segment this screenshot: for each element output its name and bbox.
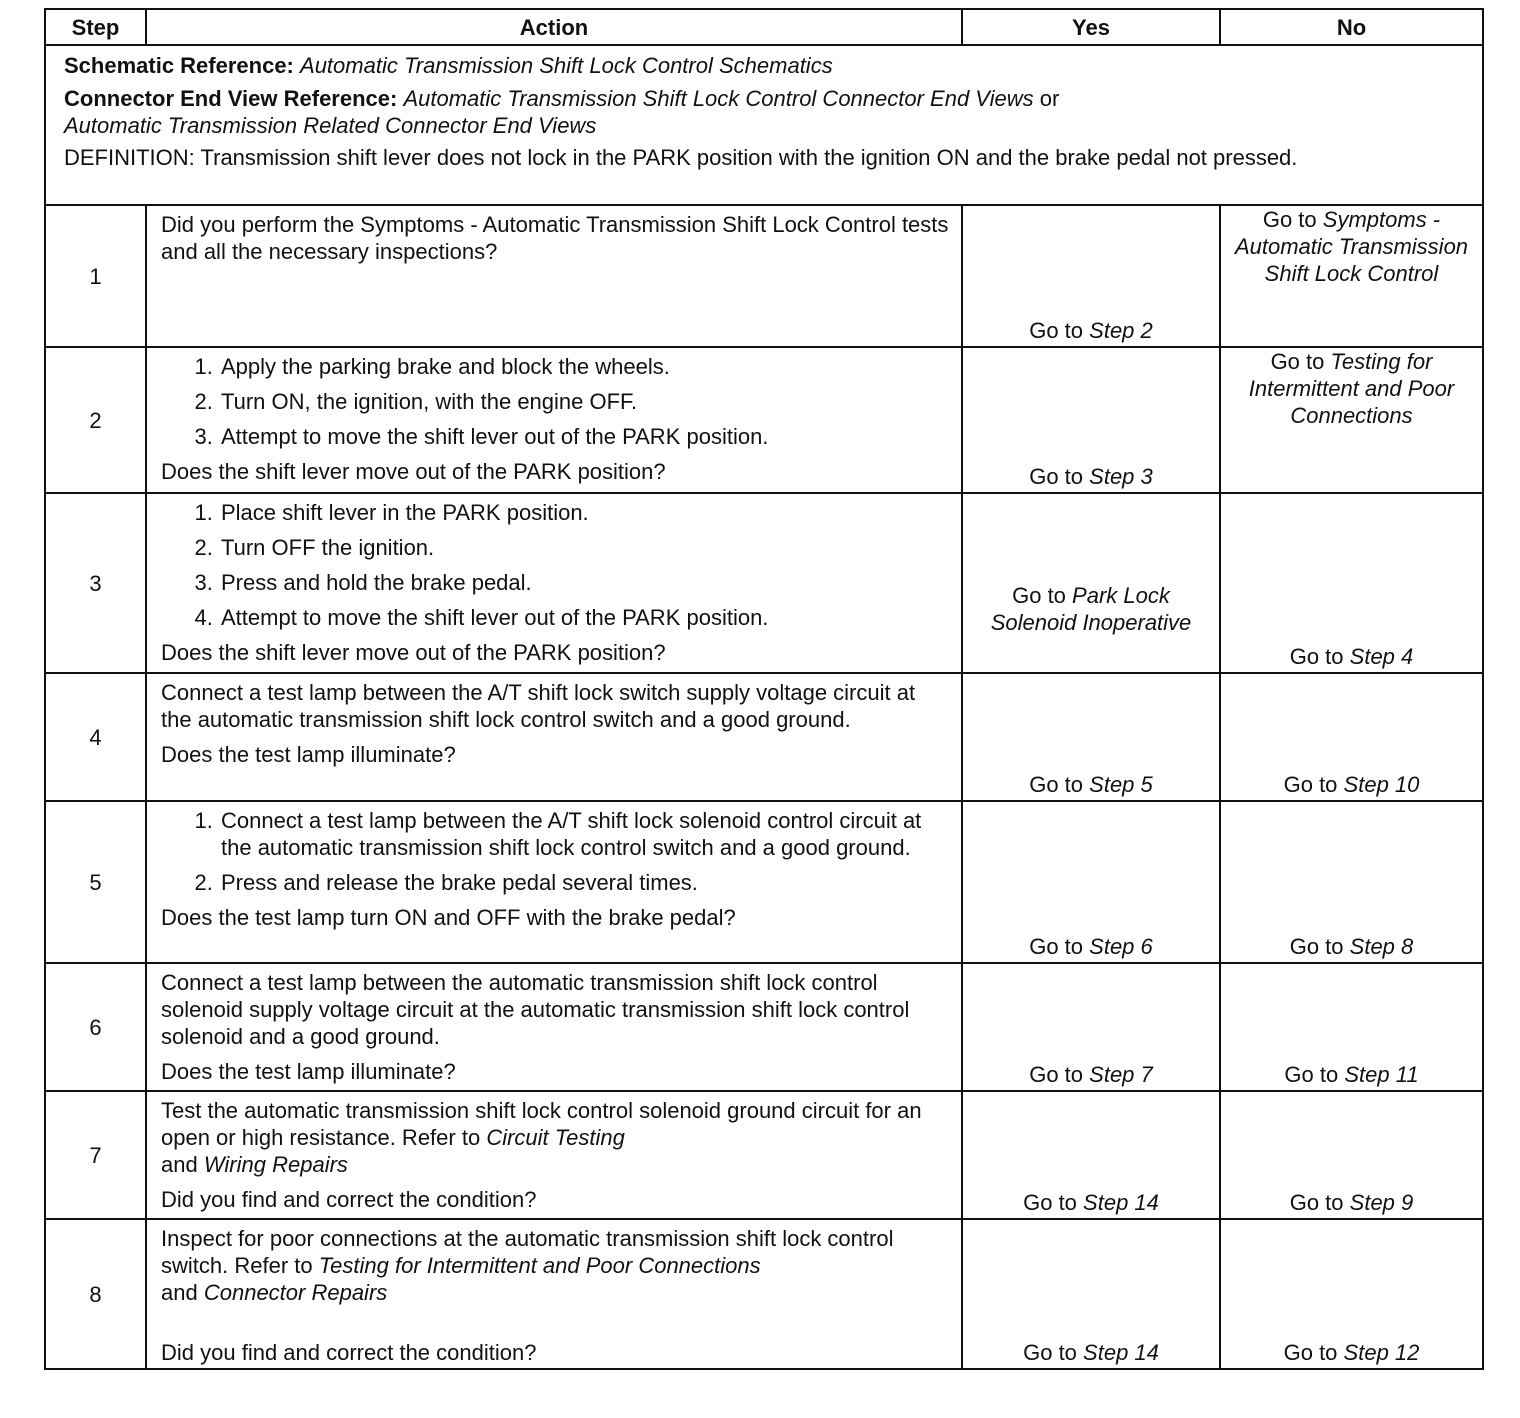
header-yes: Yes: [962, 9, 1220, 45]
action-cell: [146, 493, 962, 673]
list-item: 2. Turn ON, the ignition, with the engine OFF.: [219, 388, 949, 415]
action-text: [161, 1097, 949, 1178]
action-cell: [146, 1219, 962, 1369]
yes-cell: [962, 1091, 1220, 1219]
no-cell: [1220, 493, 1483, 673]
no-target: Step 4: [1349, 644, 1414, 669]
action-question: Does the test lamp turn ON and OFF with the brake pedal?: [161, 905, 736, 930]
go-to-label: Go to: [1023, 1340, 1077, 1365]
reference-link[interactable]: Connector Repairs: [203, 1280, 388, 1305]
action-question: Does the shift lever move out of the PARK position?: [161, 459, 666, 484]
diagnostic-document: [44, 8, 1482, 1370]
table-row: [45, 205, 1483, 347]
header-step: Step: [45, 9, 146, 45]
action-question: Does the test lamp illuminate?: [161, 1059, 456, 1084]
action-cell: [146, 963, 962, 1091]
schematic-label: Schematic Reference:: [64, 53, 294, 78]
step-number: 6: [45, 963, 146, 1091]
action-cell: [146, 1091, 962, 1219]
step-number: 7: [45, 1091, 146, 1219]
no-target: Step 11: [1344, 1062, 1419, 1087]
no-cell: [1220, 1219, 1483, 1369]
reference-link[interactable]: Circuit Testing: [486, 1125, 625, 1150]
action-text-part: Inspect for poor connections at the automatic transmission shift lock control switch. Refer to: [161, 1226, 894, 1278]
go-to-label: Go to: [1283, 1340, 1338, 1365]
no-cell: [1220, 673, 1483, 801]
header-action: Action: [146, 9, 962, 45]
go-to-label: Go to: [1262, 207, 1317, 232]
action-text: Did you perform the Symptoms - Automatic Transmission Shift Lock Control tests and all the necessary inspections?: [161, 212, 949, 264]
go-to-label: Go to: [1029, 772, 1084, 797]
action-text: [161, 1225, 949, 1306]
connector-reference-1: Automatic Transmission Shift Lock Control Connector End Views: [403, 86, 1034, 111]
definition: DEFINITION: Transmission shift lever does not lock in the PARK position with the ignition ON and the brake pedal not pressed.: [64, 145, 1298, 170]
no-cell: [1220, 205, 1483, 347]
references-cell: [45, 45, 1483, 205]
yes-target: Step 14: [1083, 1190, 1159, 1215]
no-target: Step 8: [1349, 934, 1414, 959]
no-target: Symptoms - Automatic Transmission Shift Lock Control: [1234, 207, 1469, 286]
action-text: Connect a test lamp between the A/T shift lock switch supply voltage circuit at the automatic transmission shift lock control switch and a good ground.: [161, 680, 916, 732]
action-list: [161, 499, 949, 631]
action-cell: [146, 801, 962, 963]
list-item: 1. Place shift lever in the PARK position.: [219, 499, 949, 526]
go-to-label: Go to: [1029, 934, 1084, 959]
no-cell: [1220, 1091, 1483, 1219]
list-item: 2. Turn OFF the ignition.: [219, 534, 949, 561]
reference-link[interactable]: Wiring Repairs: [203, 1152, 348, 1177]
action-cell: [146, 347, 962, 493]
header-row: [45, 9, 1483, 45]
table-row: [45, 673, 1483, 801]
go-to-label: Go to: [1284, 1062, 1339, 1087]
connector-label: Connector End View Reference:: [64, 86, 398, 111]
yes-cell: [962, 801, 1220, 963]
yes-target: Park Lock Solenoid Inoperative: [990, 583, 1192, 635]
list-item: 1. Connect a test lamp between the A/T shift lock solenoid control circuit at the automatic transmission shift lock control switch and a good ground.: [219, 807, 949, 861]
no-target: Step 12: [1343, 1340, 1420, 1365]
go-to-label: Go to: [1289, 934, 1344, 959]
step-number: 1: [45, 205, 146, 347]
go-to-label: Go to: [1029, 464, 1084, 489]
go-to-label: Go to: [1029, 1062, 1084, 1087]
action-question: Did you find and correct the condition?: [161, 1340, 537, 1365]
list-item: 3. Attempt to move the shift lever out of the PARK position.: [219, 423, 949, 450]
no-cell: [1220, 347, 1483, 493]
yes-cell: [962, 673, 1220, 801]
no-target: Step 9: [1349, 1190, 1414, 1215]
references-row: [45, 45, 1483, 205]
action-text: Connect a test lamp between the automatic transmission shift lock control solenoid supply voltage circuit at the automatic transmission shift lock control solenoid and a good ground.: [161, 970, 910, 1049]
action-cell: [146, 205, 962, 347]
step-number: 4: [45, 673, 146, 801]
yes-target: Step 7: [1089, 1062, 1153, 1087]
no-cell: [1220, 963, 1483, 1091]
go-to-label: Go to: [1023, 1190, 1077, 1215]
step-number: 3: [45, 493, 146, 673]
yes-cell: [962, 493, 1220, 673]
action-text-part: Test the automatic transmission shift lock control solenoid ground circuit for an open or high resistance. Refer to: [161, 1098, 922, 1150]
yes-target: Step 6: [1089, 934, 1153, 959]
no-cell: [1220, 801, 1483, 963]
no-target: Testing for Intermittent and Poor Connections: [1248, 349, 1455, 428]
list-item: 1. Apply the parking brake and block the wheels.: [219, 353, 949, 380]
yes-cell: [962, 205, 1220, 347]
action-question: Did you find and correct the condition?: [161, 1187, 537, 1212]
yes-target: Step 2: [1089, 318, 1153, 343]
yes-cell: [962, 347, 1220, 493]
no-target: Step 10: [1343, 772, 1420, 797]
reference-link[interactable]: Testing for Intermittent and Poor Connections: [318, 1253, 761, 1278]
table-row: [45, 1219, 1483, 1369]
table-row: [45, 347, 1483, 493]
and-label: and: [161, 1280, 198, 1305]
go-to-label: Go to: [1029, 318, 1084, 343]
go-to-label: Go to: [1289, 644, 1344, 669]
go-to-label: Go to: [1283, 772, 1338, 797]
diagnostic-table: [44, 8, 1484, 1370]
list-item: 3. Press and hold the brake pedal.: [219, 569, 949, 596]
connector-reference-2: Automatic Transmission Related Connector End Views: [64, 113, 597, 138]
go-to-label: Go to: [1012, 583, 1066, 608]
list-item: 4. Attempt to move the shift lever out of the PARK position.: [219, 604, 949, 631]
table-row: [45, 963, 1483, 1091]
yes-target: Step 3: [1089, 464, 1153, 489]
go-to-label: Go to: [1270, 349, 1325, 374]
yes-target: Step 5: [1089, 772, 1153, 797]
step-number: 5: [45, 801, 146, 963]
action-question: Does the test lamp illuminate?: [161, 742, 456, 767]
action-question: Does the shift lever move out of the PARK position?: [161, 640, 666, 665]
schematic-reference: Automatic Transmission Shift Lock Control Schematics: [300, 53, 833, 78]
go-to-label: Go to: [1289, 1190, 1344, 1215]
action-cell: [146, 673, 962, 801]
step-number: 2: [45, 347, 146, 493]
and-label: and: [161, 1152, 198, 1177]
connector-or: or: [1039, 86, 1060, 111]
table-row: [45, 801, 1483, 963]
yes-cell: [962, 963, 1220, 1091]
action-list: [161, 353, 949, 450]
table-row: [45, 1091, 1483, 1219]
step-number: 8: [45, 1219, 146, 1369]
yes-target: Step 14: [1083, 1340, 1159, 1365]
action-list: [161, 807, 949, 896]
yes-cell: [962, 1219, 1220, 1369]
table-row: [45, 493, 1483, 673]
header-no: No: [1220, 9, 1483, 45]
list-item: 2. Press and release the brake pedal several times.: [219, 869, 949, 896]
